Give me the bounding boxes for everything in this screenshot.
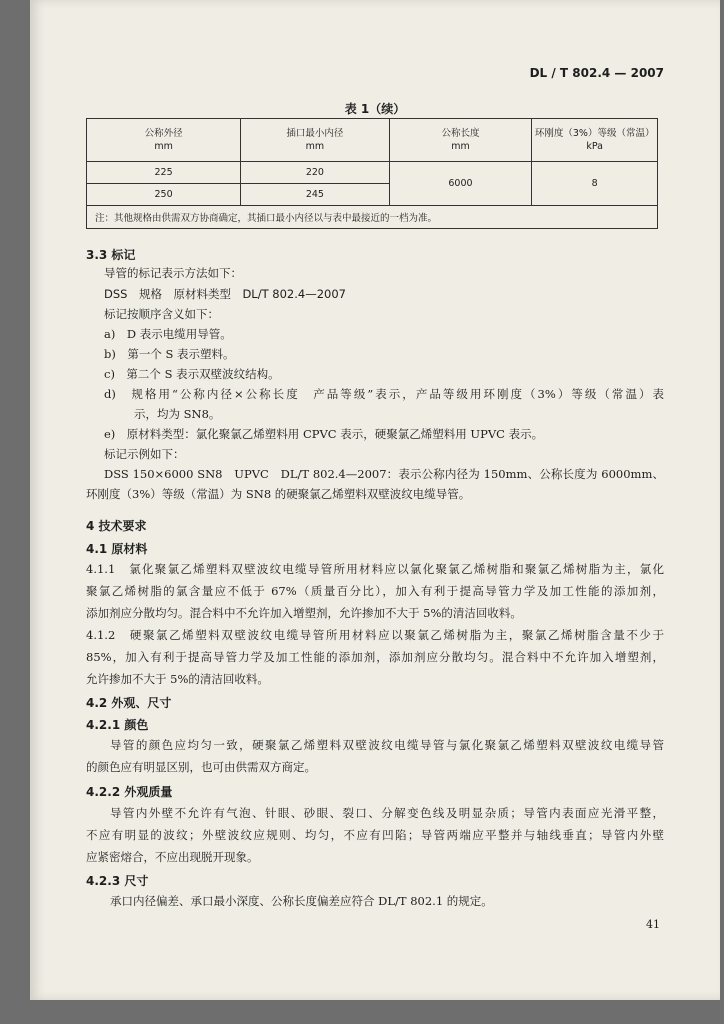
clause-4-2-2-cont: 不应有明显的波纹；外壁波纹应规则、均匀，不应有凹陷；导管两端应平整并与轴线垂直；导管内外壁 [86, 828, 664, 842]
table-row [87, 162, 658, 184]
header-nominal-length: 公称长度 mm [389, 119, 532, 162]
marking-item-c: c) 第二个 S 表示双壁波纹结构。 [104, 367, 280, 381]
clause-4-1-1-cont: 聚氯乙烯树脂的氯含量应不低于 67%（质量百分比），加入有利于提高导管力学及加工性能的添加剂， [86, 584, 664, 598]
header-outer-diameter: 公称外径 mm [87, 119, 241, 162]
marking-example-cont: 环刚度（3%）等级（常温）为 SN8 的硬聚氯乙烯塑料双壁波纹电缆导管。 [86, 487, 471, 501]
section-4-2-2-heading: 4.2.2 外观质量 [86, 785, 173, 799]
clause-4-1-2-end: 允许掺加不大于 5%的清洁回收料。 [86, 672, 269, 686]
cell-ring-stiffness: 8 [532, 162, 658, 206]
marking-item-b: b) 第一个 S 表示塑料。 [104, 347, 235, 361]
table-note: 注：其他规格由供需双方协商确定，其插口最小内径以与表中最接近的一档为准。 [87, 206, 658, 229]
marking-item-a: a) D 表示电缆用导管。 [104, 327, 232, 341]
clause-4-1-1: 4.1.1 氯化聚氯乙烯塑料双壁波纹电缆导管所用材料应以氯化聚氯乙烯树脂和聚氯乙烯树脂为主，氯化 [86, 562, 664, 576]
clause-4-1-2-cont: 85%，加入有利于提高导管力学及加工性能的添加剂，添加剂应分散均匀。混合料中不允许加入增塑剂， [86, 650, 664, 664]
marking-item-e: e) 原材料类型：氯化聚氯乙烯塑料用 CPVC 表示，硬聚氯乙烯塑料用 UPVC 表示。 [104, 427, 544, 441]
clause-4-1-1-end: 添加剂应分散均匀。混合料中不允许加入增塑剂，允许掺加不大于 5%的清洁回收料。 [86, 606, 522, 620]
section-4-heading: 4 技术要求 [86, 519, 147, 533]
section-4-1-heading: 4.1 原材料 [86, 542, 148, 556]
table-caption: 表 1（续） [344, 102, 406, 116]
clause-4-2-2: 导管内外壁不允许有气泡、针眼、砂眼、裂口、分解变色线及明显杂质；导管内表面应光滑平整， [110, 806, 664, 820]
table-header-row [87, 119, 658, 162]
section-4-2-3-heading: 4.2.3 尺寸 [86, 874, 149, 888]
cell-outer-diameter: 250 [87, 184, 241, 206]
spec-table [86, 118, 658, 229]
marking-format: DSS 规格 原材料类型 DL/T 802.4—2007 [104, 287, 346, 301]
marking-item-d-cont: 示，均为 SN8。 [134, 407, 221, 421]
cell-nominal-length: 6000 [389, 162, 532, 206]
clause-4-2-3: 承口内径偏差、承口最小深度、公称长度偏差应符合 DL/T 802.1 的规定。 [110, 894, 493, 908]
header-min-inner-diameter: 插口最小内径 mm [241, 119, 389, 162]
cell-outer-diameter: 225 [87, 162, 241, 184]
clause-4-1-2: 4.1.2 硬聚氯乙烯塑料双壁波纹电缆导管所用材料应以聚氯乙烯树脂为主，聚氯乙烯树脂含量不少于 [86, 628, 664, 642]
cell-inner-diameter: 220 [241, 162, 389, 184]
cell-inner-diameter: 245 [241, 184, 389, 206]
marking-example-intro: 标记示例如下： [104, 447, 185, 461]
section-4-2-1-heading: 4.2.1 颜色 [86, 718, 149, 732]
marking-meaning-intro: 标记按顺序含义如下： [104, 307, 219, 321]
running-header: DL / T 802.4 — 2007 [529, 66, 664, 80]
clause-4-2-2-end: 应紧密熔合，不应出现脱开现象。 [86, 850, 259, 864]
header-ring-stiffness: 环刚度（3%）等级（常温） kPa [532, 119, 658, 162]
section-3-3-heading: 3.3 标记 [86, 248, 136, 262]
section-4-2-heading: 4.2 外观、尺寸 [86, 696, 172, 710]
marking-example: DSS 150×6000 SN8 UPVC DL/T 802.4—2007：表示公称内径为 150mm、公称长度为 6000mm、 [104, 467, 664, 481]
clause-4-2-1-cont: 的颜色应有明显区别，也可由供需双方商定。 [86, 760, 316, 774]
marking-intro: 导管的标记表示方法如下： [104, 266, 242, 280]
marking-item-d: d) 规格用“公称内径×公称长度 产品等级”表示，产品等级用环刚度（3%）等级（常温）表 [104, 387, 664, 401]
document-page [30, 0, 720, 1000]
table-note-row [87, 206, 658, 229]
clause-4-2-1: 导管的颜色应均匀一致，硬聚氯乙烯塑料双壁波纹电缆导管与氯化聚氯乙烯塑料双壁波纹电缆导管 [110, 738, 664, 752]
page-number: 41 [646, 918, 660, 931]
